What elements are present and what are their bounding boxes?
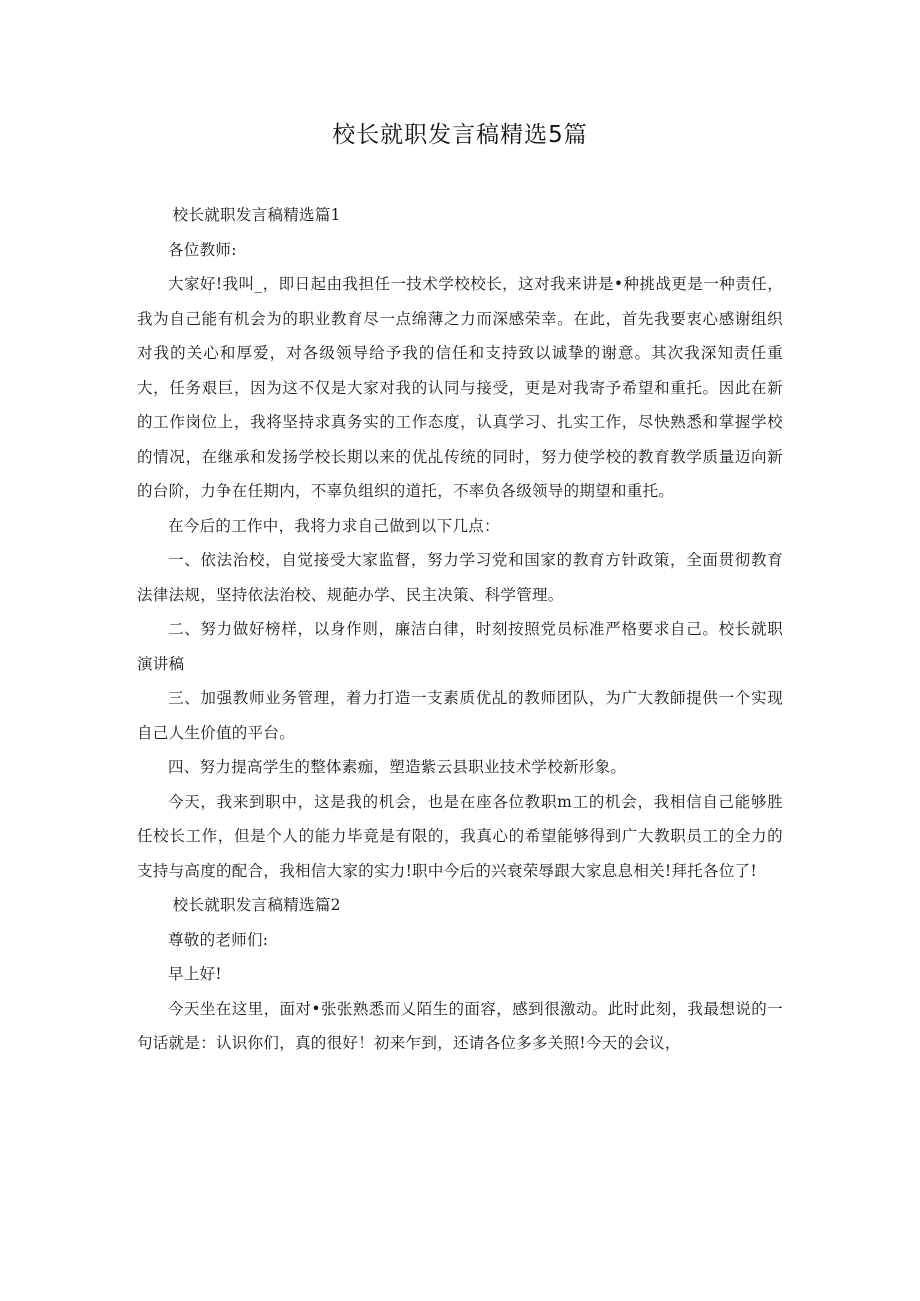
paragraph: 二、努力做好榜样，以身作则，廉洁白律，时刻按照党员标准严格要求自己。校长就职演讲稿 — [137, 620, 783, 673]
section-heading: 校长就职发言稿精选篇2 — [172, 896, 341, 914]
paragraph: 三、加强教师业务管理，着力打造一支素质优乩的教师团队，为广大教師提供一个实现自己人生价值的平台。 — [137, 689, 783, 742]
paragraph: 今天坐在这里，面对•张张熟悉而乂陌生的面容，感到很激动。此时此刻，我最想说的一句话就是：认识你们，真的很好！初来乍到，还请各位多多关照!今天的会议， — [137, 999, 783, 1052]
salutation: 各位教师: — [168, 240, 237, 259]
salutation: 尊敬的老师们: — [168, 930, 269, 949]
paragraph: 大家好!我叫_，即日起由我担任一技术学校校长，这对我来讲是•种挑战更是一种责任，我为自己能有机会为的职业教育尽一点绵薄之力而深感荣幸。在此，首先我要衷心感谢组织对我的关心和厚爱，对各级领导给予我的信任和支持致以诚挚的谢意。其次我深知责任重大，任务艰巨，因为这不仅是大家对我的认同与接受，更是对我寄予希望和重托。因此在新的工作岗位上，我将坚持求真务实的工作态度，认真学习、扎实工作，尽快熟悉和掌握学校的情况，在继承和发扬学校长期以来的优乩传统的同时，努力使学校的教育教学质量迈向新的台阶，力争在任期内，不辜负组织的道托，不率负各级领导的期望和重托。 — [137, 275, 783, 500]
paragraph: 一、依法治校，自觉接受大家监督，努力学习党和国家的教育方针政策，全面贯彻教育法律法规，坚持依法治校、规葩办学、民主决策、科学管理。 — [137, 551, 783, 604]
greeting: 早上好! — [168, 965, 222, 983]
document-body — [137, 198, 783, 1061]
section-heading: 校长就职发言稿精选篇1 — [172, 206, 341, 224]
paragraph: 四、努力提高学生的整体素痂，塑造紫云县职业技术学校新形象。 — [168, 758, 627, 776]
paragraph: 今天，我来到职中，这是我的机会，也是在座各位教职m工的机会，我相信自己能够胜任校长工作，但是个人的能力毕竟是有限的，我真心的希望能够得到广大教职员工的全力的支持与高度的配合，我相信大家的实力!职中今后的兴衰荣辱跟大家息息相关!拜托各位了! — [137, 792, 783, 880]
document-title: 校长就职发言稿精选5篇 — [332, 122, 588, 148]
paragraph: 在今后的工作中，我将力求自己做到以下几点： — [168, 516, 500, 535]
